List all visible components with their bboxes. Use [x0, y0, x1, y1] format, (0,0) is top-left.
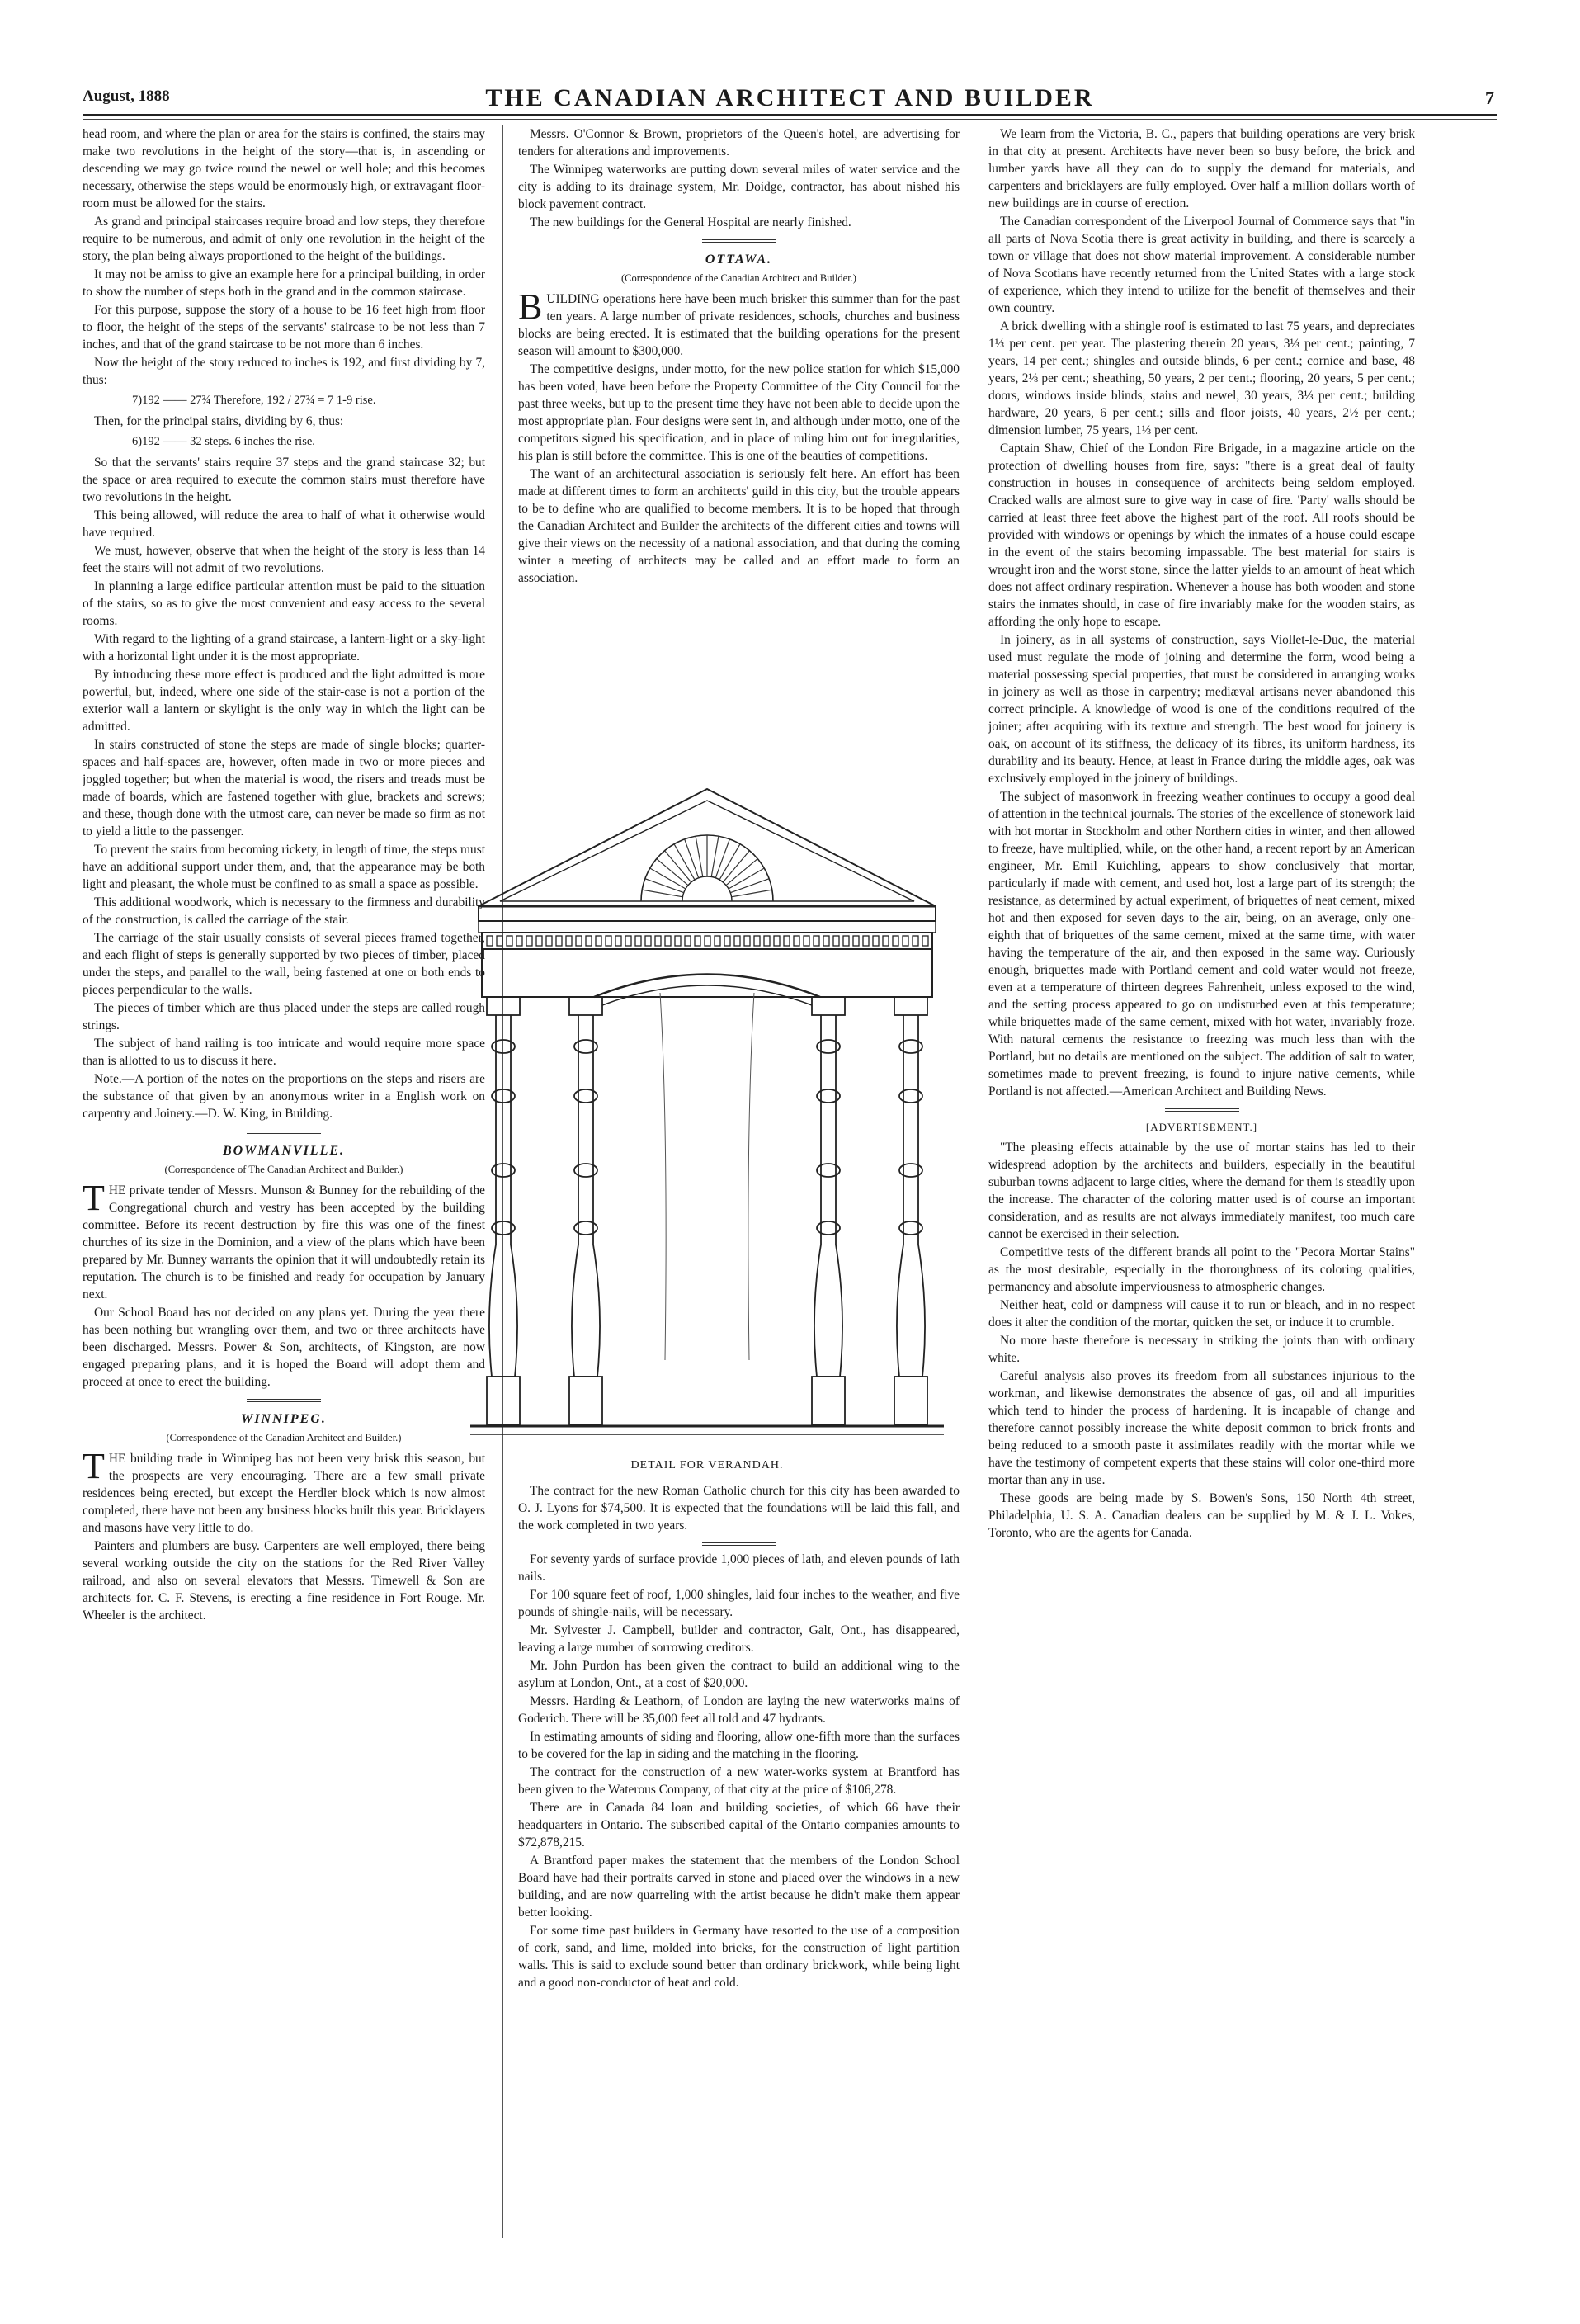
paragraph: The subject of masonwork in freezing weather continues to occupy a good deal of attention in the technical journals. The stories of the excellence of stonework laid with hot mortar in Stockholm and other Northern cities in winter, and then allowed to freeze, have multiplied, while, on the other hand, a recent report by an American engineer, Mr. Emil Kuichling, appears to show conclusively that mortar, particularly if made with cement, and used hot, lost a large part of its strength; the resistance, as determined by actual experiment, of briquettes of neat cement, mixed hot and then exposed for seven days to the air, being, on an average, only one-eighth that of briquettes of the same cement, mixed at the same time, with water having the temperature of the air, and then exposed in the same way. Curiously enough, briquettes made with Portland cement and cold water would not freeze, even at a temperature of thirteen degrees Fahrenheit, unless exposed to the wind, and the setting process appeared to go on undisturbed even at this temperature; while briquettes made of the same cement, mixed with hot water, invariably froze. With natural cements the resistance to freezing was much less than with the Portland, but no details are mentioned on the subject. The addition of salt to water, sometimes made to prevent freezing, is found to injure native cements, while Portland is not affected.—American Architect and Building News.: [988, 790, 1415, 1098]
advertisement-label: [ADVERTISEMENT.]: [1145, 1121, 1258, 1133]
column-left: [83, 125, 485, 2238]
paragraph: For some time past builders in Germany have resorted to the use of a composition of cork, sand, and lime, molded into bricks, for the construction of light partition walls. This is said to exclude sound better than ordinary brickwork, while being light and a good non-conductor of heat and cold.: [518, 1924, 960, 1990]
paragraph: In planning a large edifice particular attention must be paid to the situation of the stairs, so as to give the most convenient and easy access to the several rooms.: [83, 579, 485, 628]
paragraph: A brick dwelling with a shingle roof is estimated to last 75 years, and depreciates 1⅓ per cent. per year. The plastering therein 20 years, 3⅓ per cent.; painting, 7 years, 14 per cent.; shingles and outside blinds, 6 per cent.; cornice and base, 48 years, 2⅛ per cent.; sheathing, 50 years, 2 per cent.; flooring, 20 years, 5 per cent.; doors, windows inside blinds, stairs and newel, 30 years, 3⅓ per cent.; building hardware, 20 years, 6 per cent.; sills and floor joists, 40 years, 2½ per cent.; dimension lumber, 75 years, 1⅓ per cent.: [988, 319, 1415, 437]
paragraph: So that the servants' stairs require 37 steps and the grand staircase 32; but the space or area required to execute the common stairs must therefore have two revolutions in the height.: [83, 456, 485, 504]
paragraph: The carriage of the stair usually consists of several pieces framed together, and each flight of steps is generally supported by two pieces of timber, placed under the steps, and parallel to the wall, being fastened at one or both ends to pieces perpendicular to the walls.: [83, 931, 485, 997]
column-right: [988, 125, 1415, 2238]
header-rule: [83, 114, 1497, 116]
paragraph: In estimating amounts of siding and flooring, allow one-fifth more than the surfaces to be covered for the lap in siding and the matching in the flooring.: [518, 1730, 960, 1761]
verandah-drawing: [470, 782, 944, 1452]
paragraph: The want of an architectural association is seriously felt here. An effort has been made at different times to form an architects' guild in this city, but the trouble appears to be to define who are qualified to become members. It is to be hoped that through the Canadian Architect and Builder the architects of the different cities and towns will give their views on the necessity of a national association, and that during the coming winter a meeting of architects may be called and an effort made to form an association.: [518, 467, 960, 585]
section-divider: [247, 1399, 321, 1402]
paragraph: The contract for the new Roman Catholic church for this city has been awarded to O. J. Lyons for $74,500. It is expected that the foundations will be laid this fall, and the work completed in two years.: [518, 1484, 960, 1533]
paragraph: In joinery, as in all systems of construction, says Viollet-le-Duc, the material used must regulate the mode of joining and determine the form, wood being a material possessing special properties, that must be considered in arranging works in joinery as well as those in carpentry; mediæval artisans never abandoned this correct principle. A knowledge of wood is one of the conditions required of the joiner; after acquiring with its texture and strength. The best wood for joinery is oak, on account of its stiffness, the delicacy of its fibres, its uniform hardness, its durability and its beauty. Hence, at least in France during the middle ages, oak was exclusively employed in the joinery of buildings.: [988, 633, 1415, 786]
paragraph: head room, and where the plan or area for the stairs is confined, the stairs may make two revolutions in the height of the story—that is, in ascending or descending we may go twice round the newel or well hole; and this becomes necessary, otherwise the steps would be enormously high, or extravagant floor-room must be allowed for the stairs.: [83, 127, 485, 210]
paragraph: The competitive designs, under motto, for the new police station for which $15,000 has been voted, have been before the Property Committee of the City Council for the past three weeks, but up to the present time they have not been able to decide upon the most appropriate plan. Four designs were sent in, and although under motto, one of the competitors signed his specification, and in place of ruling him out for irregularities, his plan is still before the committee. This is one of the beauties of competitions.: [518, 362, 960, 463]
section-heading-winnipeg: WINNIPEG.: [241, 1412, 327, 1426]
paragraph: "The pleasing effects attainable by the use of mortar stains has led to their widespread adoption by the architects and builders, especially in the beautiful suburban towns adjacent to large cities, where the demand for them is steadily upon the increase. The character of the coloring matter used is of course an important consideration, and as results are not always immediately manifest, too much care cannot be exercised in their selection.: [988, 1141, 1415, 1241]
paragraph: We learn from the Victoria, B. C., papers that building operations are very brisk in that city at present. Architects have never been so busy before, the brick and lumber yards have all they can do to supply the demand for materials, and carpenters and bricklayers are fully employed. Over half a million dollars worth of new buildings are in course of erection.: [988, 127, 1415, 210]
paragraph: For this purpose, suppose the story of a house to be 16 feet high from floor to floor, the height of the steps of the servants' staircase to be not less than 7 inches, and that of the grand staircase to be not more than 6 inches.: [83, 303, 485, 352]
paragraph: Mr. Sylvester J. Campbell, builder and contractor, Galt, Ont., has disappeared, leaving a large number of sorrowing creditors.: [518, 1623, 960, 1655]
paragraph: With regard to the lighting of a grand staircase, a lantern-light or a sky-light with a horizontal light under it is the most appropriate.: [83, 632, 485, 664]
header-rule-thin: [83, 119, 1497, 120]
paragraph: For 100 square feet of roof, 1,000 shingles, laid four inches to the weather, and five pounds of shingle-nails, will be necessary.: [518, 1588, 960, 1619]
calculation: 7)192 —— 27¾ Therefore, 192 / 27¾ = 7 1-9 rise.: [132, 394, 376, 407]
paragraph: THE private tender of Messrs. Munson & Bunney for the rebuilding of the Congregational church and vestry has been accepted by the building committee. Before its recent destruction by fire this was one of the finest churches of its size in the Dominion, and a view of the plans which have been prepared by Mr. Bunney warrants the opinion that it will undoubtedly retain its reputation. The church is to be finished and ready for occupation by January next.: [83, 1178, 485, 1301]
paragraph: There are in Canada 84 loan and building societies, of which 66 have their headquarters in Ontario. The subscribed capital of the Ontario companies amounts to $72,878,215.: [518, 1801, 960, 1849]
page-number: 7: [1485, 87, 1494, 108]
paragraph: Now the height of the story reduced to inches is 192, and first dividing by 7, thus:: [83, 356, 485, 387]
paragraph: This additional woodwork, which is necessary to the firmness and durability of the construction, is called the carriage of the stair.: [83, 895, 485, 927]
paragraph: A Brantford paper makes the statement that the members of the London School Board have had their portraits carved in stone and placed over the windows in a new building, and are now quarreling with the artist because he didn't make them appear better looking.: [518, 1854, 960, 1920]
newspaper-page: [83, 83, 1497, 2245]
correspondence-line: (Correspondence of the Canadian Architect and Builder.): [621, 272, 856, 284]
section-heading-bowmanville: BOWMANVILLE.: [222, 1144, 346, 1158]
paragraph: The new buildings for the General Hospital are nearly finished.: [530, 215, 851, 229]
figure-caption: DETAIL FOR VERANDAH.: [630, 1459, 784, 1471]
paragraph: As grand and principal staircases require broad and low steps, they therefore require to be numerous, and admit of only one revolution in the height of the story, the plan being always proportioned to the height of the buildings.: [83, 215, 485, 263]
paragraph: Competitive tests of the different brands all point to the "Pecora Mortar Stains" as the most desirable, especially in the thoroughness of its coloring qualities, permanency and absolute imperviousness to atmospheric changes.: [988, 1245, 1415, 1294]
column-middle-top: [518, 125, 960, 588]
section-divider: [1165, 1108, 1239, 1112]
paragraph: THE building trade in Winnipeg has not been very brisk this season, but the prospects are very encouraging. There are a few small private residences being erected, but except the Herdler block which is now almost completed, there have not been any business blocks built this year. Bricklayers and masons have very little to do.: [83, 1446, 485, 1535]
paragraph: For seventy yards of surface provide 1,000 pieces of lath, and eleven pounds of lath nails.: [518, 1552, 960, 1584]
paragraph: By introducing these more effect is produced and the light admitted is more powerful, but, indeed, where one side of the stair-case is not a portion of the exterior wall a lantern or skylight is the only way in which the light can be admitted.: [83, 668, 485, 734]
paragraph: These goods are being made by S. Bowen's Sons, 150 North 4th street, Philadelphia, U. S. A. Canadian dealers can be supplied by M. & J. L. Vokes, Toronto, who are the agents for Canada.: [988, 1491, 1415, 1540]
section-divider: [247, 1131, 321, 1134]
paragraph: Careful analysis also proves its freedom from all substances injurious to the workman, and likewise demonstrates the absence of gas, oil and all impurities which tend to hinder the process of hardening. It is incapable of change and therefore cannot possibly increase the white deposit common to brick fronts and being reduced to a smooth paste it assimilates readily with the mortar while we have the testimony of competent experts that these stains will color one-third more mortar than any in use.: [988, 1369, 1415, 1487]
calculation: 6)192 —— 32 steps. 6 inches the rise.: [132, 435, 315, 448]
paragraph: BUILDING operations here have been much brisker this summer than for the past ten years. A large number of private residences, schools, churches and business blocks are being erected. It is estimated that the building operations for the present season will amount to $300,000.: [518, 286, 960, 358]
paragraph: To prevent the stairs from becoming rickety, in length of time, the steps must have an additional support under them, and, that the appearance may be both light and pleasant, the whole must be confined to as small a space as possible.: [83, 843, 485, 891]
paragraph: This being allowed, will reduce the area to half of what it otherwise would have required.: [83, 508, 485, 540]
section-divider: [702, 239, 776, 243]
paragraph: The contract for the construction of a new water-works system at Brantford has been given to the Waterous Company, of that city at the price of $106,278.: [518, 1765, 960, 1797]
correspondence-line: (Correspondence of The Canadian Architect and Builder.): [164, 1164, 403, 1175]
paragraph: The Winnipeg waterworks are putting down several miles of water service and the city is adding to its drainage system, Mr. Doidge, contractor, has about nished his block pavement contract.: [518, 163, 960, 211]
section-heading-ottawa: OTTAWA.: [705, 253, 773, 267]
paragraph: The Canadian correspondent of the Liverpool Journal of Commerce says that "in all parts of Nova Scotia there is great activity in building, and there is scarcely a town or village that does not show material improvement. A considerable number of Nova Scotians have recently returned from the United States with a large stock of experience, which they intend to utilize for the benefit of themselves and their own country.: [988, 215, 1415, 315]
paragraph: We must, however, observe that when the height of the story is less than 14 feet the stairs will not admit of two revolutions.: [83, 544, 485, 575]
masthead-title: THE CANADIAN ARCHITECT AND BUILDER: [485, 84, 1095, 111]
paragraph: Captain Shaw, Chief of the London Fire Brigade, in a magazine article on the protection of dwelling houses from fire, says: "there is a great deal of faulty construction in houses in consequence of architects being seldom employed. Cracked walls are almost sure to give way in case of fire. 'Party' walls should be carried at least three feet above the highest part of the roof. All roofs should be provided with windows or openings by which the inmates of a house could escape in the event of the stairs becoming impassable. The best material for stairs is wrought iron and the worst stone, since the latter yields to an amount of heat which does not affect ordinary respiration. Whenever a house has both wooden and stone stairs the inmates should, in case of fire invariably make for the wooden stairs, as affording the only hope to escape.: [988, 442, 1415, 629]
paragraph: Painters and plumbers are busy. Carpenters are well employed, there being several working outside the city on the stations for the Red River Valley railroad, and also on several elevators that Messrs. Timewell & Son are architects for. C. F. Stevens, is erecting a fine residence in Fort Rouge. Mr. Wheeler is the architect.: [83, 1539, 485, 1623]
correspondence-line: (Correspondence of the Canadian Architect and Builder.): [166, 1432, 402, 1443]
section-divider: [702, 1542, 776, 1546]
paragraph: Our School Board has not decided on any plans yet. During the year there has been nothing but wrangling over them, and two or three architects have been discharged. Messrs. Power & Son, architects, of Kingston, are now engaged preparing plans, and it is hoped the Board will adopt them and proceed at once to erect the building.: [83, 1306, 485, 1389]
paragraph: It may not be amiss to give an example here for a principal building, in order to show the number of steps both in the grand and in the common staircase.: [83, 267, 485, 299]
paragraph: Neither heat, cold or dampness will cause it to run or bleach, and in no respect does it alter the condition of the mortar, quicken the set, or induce it to crumble.: [988, 1298, 1415, 1330]
paragraph: Mr. John Purdon has been given the contract to build an additional wing to the asylum at London, Ont., at a cost of $20,000.: [518, 1659, 960, 1690]
paragraph: The subject of hand railing is too intricate and would require more space than is allotted to us to discuss it here.: [83, 1037, 485, 1068]
paragraph: Messrs. O'Connor & Brown, proprietors of the Queen's hotel, are advertising for tenders for alterations and improvements.: [518, 127, 960, 158]
paragraph: The pieces of timber which are thus placed under the steps are called rough strings.: [83, 1001, 485, 1032]
paragraph: No more haste therefore is necessary in striking the joints than with ordinary white.: [988, 1334, 1415, 1365]
column-middle-bottom: [518, 1482, 960, 1992]
note-paragraph: Note.—A portion of the notes on the proportions on the steps and risers are the substance of that given by an anonymous writer in a English work on carpentry and Joinery.—D. W. King, in Building.: [83, 1072, 485, 1121]
paragraph: Then, for the principal stairs, dividing by 6, thus:: [94, 414, 344, 428]
page-header: [83, 83, 1497, 116]
verandah-illustration: [470, 782, 944, 1452]
paragraph: Messrs. Harding & Leathorn, of London are laying the new waterworks mains of Goderich. There will be 35,000 feet all told and 47 hydrants.: [518, 1694, 960, 1726]
paragraph: In stairs constructed of stone the steps are made of single blocks; quarter-spaces and half-spaces are, however, often made in two or more pieces and joggled together; but when the material is wood, the risers and treads must be made of boards, which are fastened together with glue, brackets and screws; and these, though done with the utmost care, can never be made so firm as not to yield a little to the passenger.: [83, 738, 485, 838]
issue-date: August, 1888: [83, 87, 170, 105]
